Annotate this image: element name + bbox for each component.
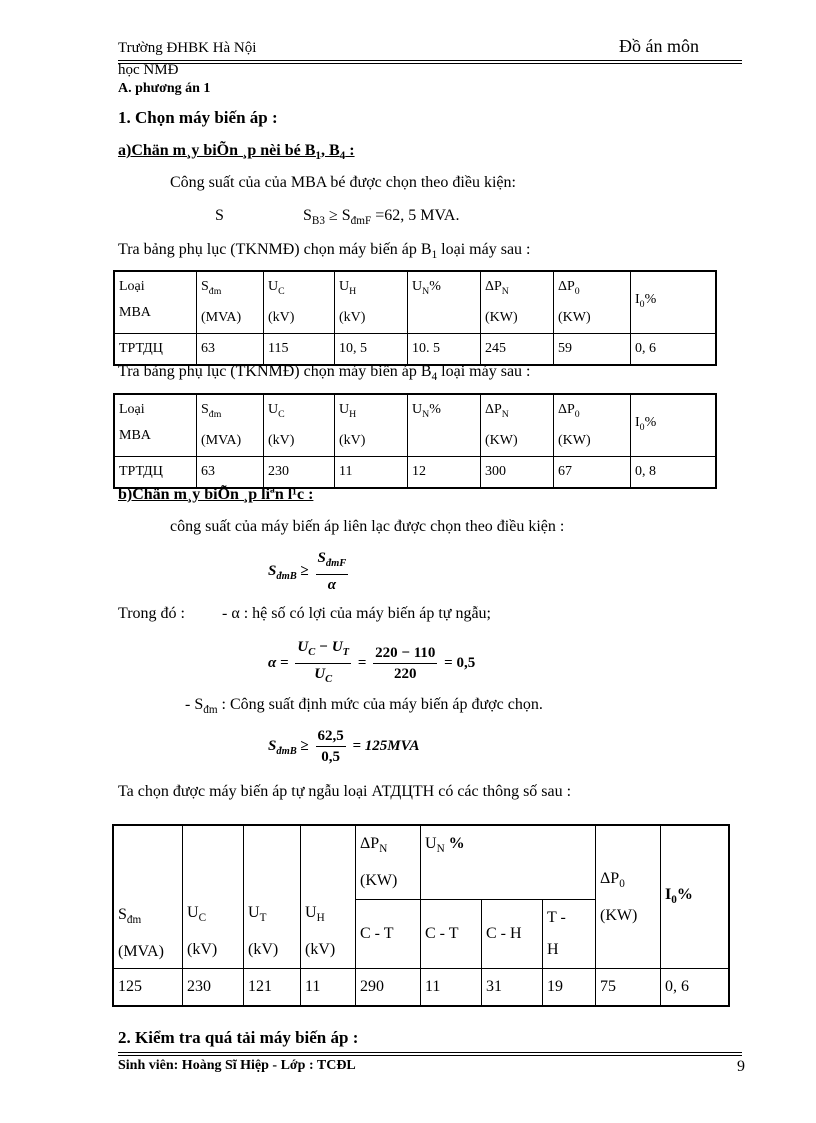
table-row: ТРТДЦ 63 115 10, 5 10. 5 245 59 0, 6 (114, 333, 716, 365)
header-rule-2 (118, 63, 742, 64)
tra-bang-2: Tra bảng phụ lục (TKNMĐ) chọn máy biến áp $B_4$ loại máy sau : (118, 363, 531, 384)
table-header-row: Loại MBA $S_{đm}$ (MVA) $U_C$ (kV) $U_H$ (kV) $U_N\%$ $\Delta P_N$ (KW) $\Delta P_0$ (KW) $I_0\%$ (114, 394, 716, 456)
heading-2: 2. Kiểm tra quá tải máy biến áp : (118, 1028, 359, 1047)
page-number: 9 (737, 1058, 745, 1075)
transformer-table-b4 (113, 393, 717, 489)
paragraph-3: Ta chọn được máy biến áp tự ngẫu loại АТДЦТН có các thông số sau : (118, 783, 572, 800)
table-subheader-row: C - T C - T C - H T - H (113, 900, 729, 969)
condition-s: S (215, 207, 224, 224)
subheading-b: b)Chän m¸y biÕn ¸p liªn l¹c : (118, 486, 314, 503)
table-row: 125 230 121 11 290 11 31 19 75 0, 6 (113, 969, 729, 1007)
header-rule (118, 60, 742, 61)
paragraph-1: Công suất của của MBA bé được chọn theo điều kiện: (170, 174, 516, 191)
footer-rule-2 (118, 1055, 742, 1056)
equation-1: $S_{đmB}$ ≥ $\frac{S_{đmF}}{\alpha}$ (268, 550, 347, 593)
footer-student: Sinh viên: Hoàng Sĩ Hiệp - Lớp : TCĐL (118, 1058, 356, 1073)
sdm-description: - $S_{đm}$ : Công suất định mức của máy biến áp được chọn. (185, 696, 543, 717)
trong-do-label: Trong đó : (118, 605, 185, 622)
heading-1: 1. Chọn máy biến áp : (118, 108, 278, 127)
table-header-row: Loại MBA $S_{đm}$ (MVA) $U_C$ (kV) $U_H$ (kV) $U_N\%$ $\Delta P_N$ (KW) $\Delta P_0$ (KW) $I_0\%$ (114, 271, 716, 333)
tra-bang-1: Tra bảng phụ lục (TKNMĐ) chọn máy biến áp $B_1$ loại máy sau : (118, 241, 531, 262)
table-row: ТРТДЦ 63 230 11 12 300 67 0, 8 (114, 456, 716, 488)
header-course: Đồ án môn (619, 36, 699, 56)
header-school: Trường ĐHBK Hà Nội (118, 40, 257, 56)
header-course-cont: học NMĐ (118, 62, 179, 78)
footer-rule (118, 1052, 742, 1053)
equation-2: α = $\frac{U_C - U_T}{U_C}$ = $\frac{220 - 110}{220}$ = 0,5 (268, 639, 476, 685)
paragraph-2: công suất của máy biến áp liên lạc được chọn theo điều kiện : (170, 518, 565, 535)
subheading-a: a)Chän m¸y biÕn ¸p nèi bé $B_1$, $B_4$ : (118, 142, 355, 163)
alpha-description: - α : hệ số có lợi của máy biến áp tự ngẫu; (222, 605, 491, 622)
condition-expression: $S_{B3} \ge S_{đmF} =62$, 5 MVA. (303, 207, 460, 228)
table-header-row: $S_{đm}$ (MVA) $U_C$ (kV) $U_T$ (kV) $U_H$ (kV) $\Delta P_N$ (KW) $U_N$ % $\Delta P_0$ (KW) $I_0\%$ (113, 825, 729, 900)
autotransformer-table (112, 824, 730, 1007)
equation-3: $S_{đmB}$ ≥ $\frac{62,5}{0,5}$ = 125MVA (268, 728, 420, 765)
section-a: A. phương án 1 (118, 81, 211, 96)
transformer-table-b1 (113, 270, 717, 366)
